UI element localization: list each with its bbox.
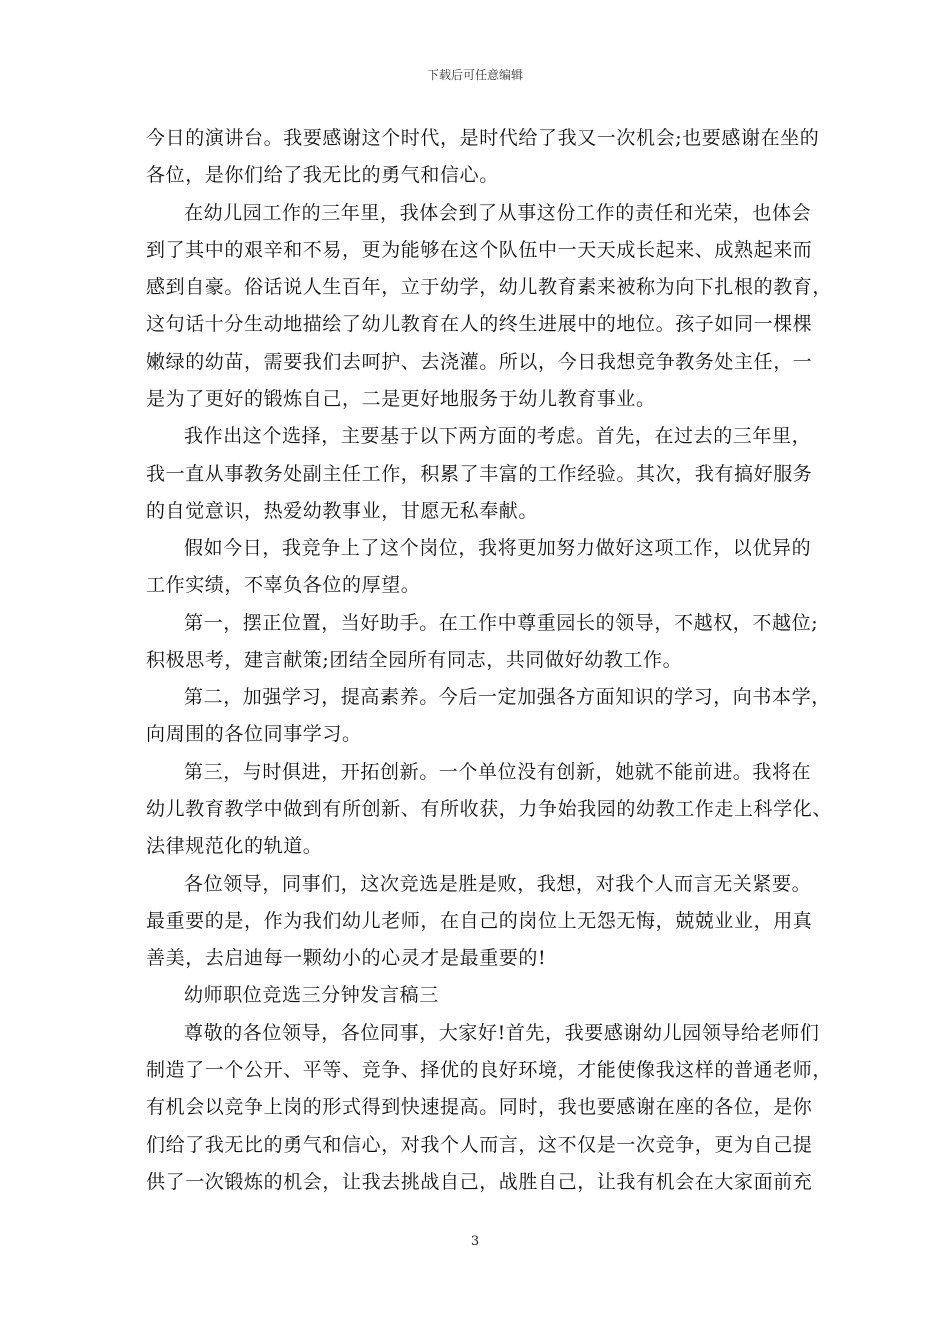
text-line: 工作实绩，不辜负各位的厚望。 xyxy=(146,574,421,596)
text-line: 法律规范化的轨道。 xyxy=(146,835,323,857)
text-line: 第三，与时俱进，开拓创新。一个单位没有创新，她就不能前进。我将在 xyxy=(184,761,812,783)
page-header: 下载后可任意编辑 xyxy=(426,68,523,82)
text-line: 是为了更好的锻炼自己，二是更好地服务于幼儿教育事业。 xyxy=(146,388,656,410)
text-line: 我一直从事教务处副主任工作，积累了丰富的工作经验。其次，我有搞好服务 xyxy=(146,463,813,485)
text-line: 最重要的是，作为我们幼儿老师，在自己的岗位上无怨无悔，兢兢业业，用真 xyxy=(146,910,813,932)
text-line: 幼儿教育教学中做到有所创新、有所收获，力争始我园的幼教工作走上科学化、 xyxy=(146,798,833,820)
section-heading: 幼师职位竞选三分钟发言稿三 xyxy=(184,984,439,1006)
text-line: 制造了一个公开、平等、竞争、择优的良好环境，才能使像我这样的普通老师， xyxy=(146,1059,833,1081)
text-line: 各位领导，同事们，这次竞选是胜是败，我想，对我个人而言无关紧要。 xyxy=(184,873,812,895)
text-line: 我作出这个选择，主要基于以下两方面的考虑。首先，在过去的三年里， xyxy=(184,425,812,447)
text-line: 尊敬的各位领导，各位同事，大家好!首先，我要感谢幼儿园领导给老师们 xyxy=(184,1022,820,1044)
text-line: 们给了我无比的勇气和信心，对我个人而言，这不仅是一次竞争，更为自己提 xyxy=(146,1134,813,1156)
text-line: 积极思考，建言献策;团结全园所有同志，共同做好幼教工作。 xyxy=(146,649,683,671)
text-line: 假如今日，我竞争上了这个岗位，我将更加努力做好这项工作，以优异的 xyxy=(184,537,812,559)
text-line: 到了其中的艰辛和不易，更为能够在这个队伍中一天天成长起来、成熟起来而 xyxy=(146,239,813,261)
page-number: 3 xyxy=(470,1234,480,1249)
text-line: 嫩绿的幼苗，需要我们去呵护、去浇灌。所以，今日我想竞争教务处主任，一 xyxy=(146,351,813,373)
text-line: 的自觉意识，热爱幼教事业，甘愿无私奉献。 xyxy=(146,500,539,522)
text-line: 感到自豪。俗话说人生百年，立于幼学，幼儿教育素来被称为向下扎根的教育， xyxy=(146,276,833,298)
text-line: 善美，去启迪每一颗幼小的心灵才是最重要的! xyxy=(146,947,547,969)
text-line: 在幼儿园工作的三年里，我体会到了从事这份工作的责任和光荣，也体会 xyxy=(184,202,812,224)
text-line: 这句话十分生动地描绘了幼儿教育在人的终生进展中的地位。孩子如同一棵棵 xyxy=(146,313,813,335)
text-line: 今日的演讲台。我要感谢这个时代，是时代给了我又一次机会;也要感谢在坐的 xyxy=(146,127,820,149)
text-line: 供了一次锻炼的机会，让我去挑战自己，战胜自己，让我有机会在大家面前充 xyxy=(146,1171,813,1193)
text-line: 有机会以竞争上岗的形式得到快速提高。同时，我也要感谢在座的各位，是你 xyxy=(146,1096,813,1118)
text-line: 第二，加强学习，提高素养。今后一定加强各方面知识的学习，向书本学， xyxy=(184,686,831,708)
text-line: 第一，摆正位置，当好助手。在工作中尊重园长的领导，不越权，不越位; xyxy=(184,612,819,634)
text-line: 向周围的各位同事学习。 xyxy=(146,723,362,745)
text-line: 各位，是你们给了我无比的勇气和信心。 xyxy=(146,164,499,186)
